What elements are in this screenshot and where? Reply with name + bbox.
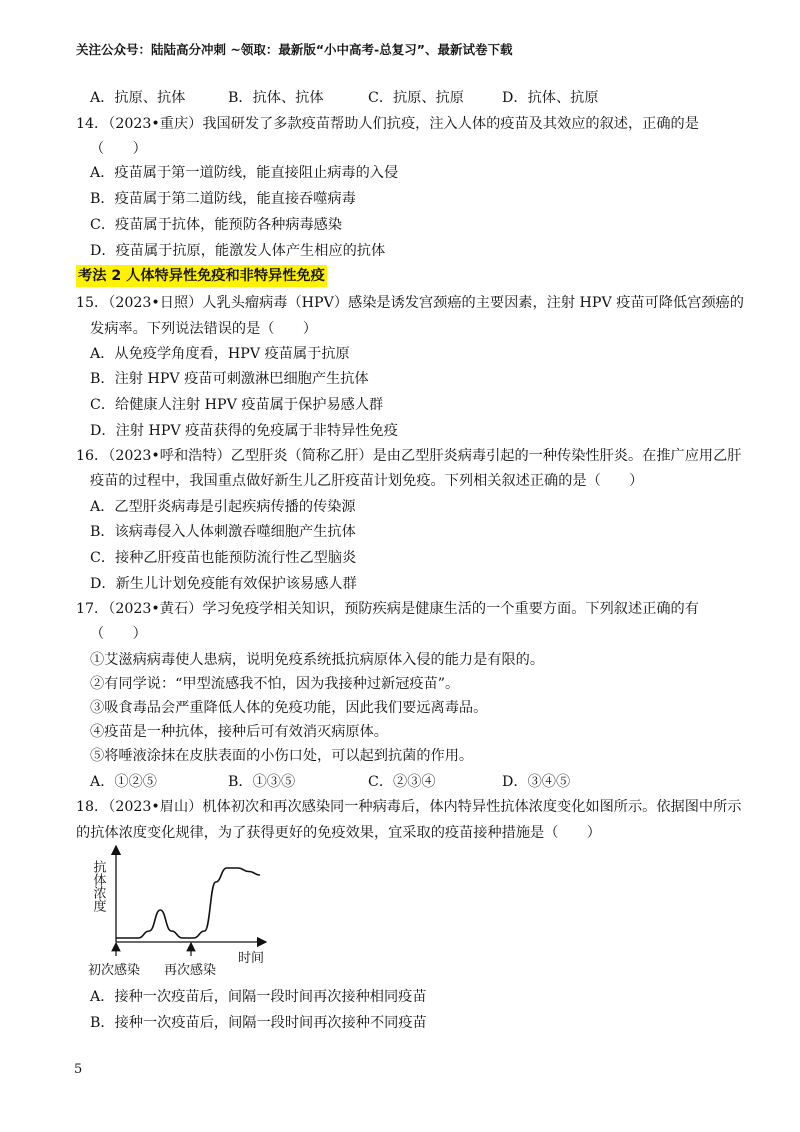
antibody-chart [80,840,280,980]
q14-option-a: A．疫苗属于第一道防线，能直接阻止病毒的入侵 [90,165,399,181]
q16-option-c: C．接种乙肝疫苗也能预防流行性乙型脑炎 [90,550,357,566]
q16-stem-cont: 疫苗的过程中，我国重点做好新生儿乙肝疫苗计划免疫。下列相关叙述正确的是（ ） [90,473,644,489]
q13-option-a: A．抗原、抗体 [90,90,186,106]
q17-statement-1: ①艾滋病病毒使人患病，说明免疫系统抵抗病原体入侵的能力是有限的。 [90,652,545,668]
q18-stem-cont: 的抗体浓度变化规律，为了获得更好的免疫效果，宜采取的疫苗接种措施是（ ） [76,825,601,841]
q13-option-d: D．抗体、抗原 [502,90,599,106]
q16-option-d: D．新生儿计划免疫能有效保护该易感人群 [90,576,357,592]
q17-statement-4: ④疫苗是一种抗体，接种后可有效消灭病原体。 [90,724,388,740]
antibody-curve [116,868,260,938]
first-infection-label: 初次感染 [88,963,141,978]
q15-option-a: A．从免疫学角度看，HPV 疫苗属于抗原 [90,346,350,362]
q17-statement-5: ⑤将唾液涂抹在皮肤表面的小伤口处，可以起到抗菌的作用。 [90,748,474,764]
q15-stem: 15．（2023•日照）人乳头瘤病毒（HPV）感染是诱发宫颈癌的主要因素，注射 HPV 疫苗可降低宫颈癌的 [76,295,744,311]
q17-statement-3: ③吸食毒品会严重降低人体的免疫功能，因此我们要远离毒品。 [90,700,488,716]
q17-stem: 17．（2023•黄石）学习免疫学相关知识，预防疾病是健康生活的一个重要方面。下列叙述正确的有 [76,601,699,617]
y-axis-label: 抗体浓度 [90,860,106,912]
page-header: 关注公众号：陆陆高分冲刺 ~领取：最新版“小中高考-总复习”、最新试卷下载 [76,42,513,57]
q16-option-a: A．乙型肝炎病毒是引起疾病传播的传染源 [90,499,356,515]
q15-option-d: D．注射 HPV 疫苗获得的免疫属于非特异性免疫 [90,423,398,439]
q14-option-d: D．疫苗属于抗原，能激发人体产生相应的抗体 [90,243,386,259]
q17-option-c: C．②③④ [368,774,436,790]
x-axis-label: 时间 [238,951,265,966]
q16-option-b: B．该病毒侵入人体刺激吞噬细胞产生抗体 [90,524,356,540]
q14-option-b: B．疫苗属于第二道防线，能直接吞噬病毒 [90,191,356,207]
q18-option-a: A．接种一次疫苗后，间隔一段时间再次接种相同疫苗 [90,989,427,1005]
second-infection-label: 再次感染 [164,963,217,978]
q17-option-d: D．③④⑤ [502,774,571,790]
q14-option-c: C．疫苗属于抗体，能预防各种病毒感染 [90,217,343,233]
q13-option-c: C．抗原、抗原 [368,90,464,106]
q18-stem: 18．（2023•眉山）机体初次和再次感染同一种病毒后，体内特异性抗体浓度变化如图所示。依据图中所示 [76,799,742,815]
q17-option-b: B．①③⑤ [228,774,296,790]
q14-stem-paren: （ ） [90,141,147,157]
section-heading: 考法 2 人体特异性免疫和非特异性免疫 [76,265,327,287]
q17-option-a: A．①②⑤ [90,774,157,790]
q17-stem-paren: （ ） [90,626,147,642]
q17-statement-2: ②有同学说：“甲型流感我不怕，因为我接种过新冠疫苗”。 [90,676,460,692]
q15-option-c: C．给健康人注射 HPV 疫苗属于保护易感人群 [90,397,384,413]
q15-option-b: B．注射 HPV 疫苗可刺激淋巴细胞产生抗体 [90,371,369,387]
q13-option-b: B．抗体、抗体 [228,90,324,106]
q15-stem-cont: 发病率。下列说法错误的是（ ） [90,321,318,337]
page-number: 5 [74,1062,83,1077]
q18-option-b: B．接种一次疫苗后，间隔一段时间再次接种不同疫苗 [90,1015,427,1031]
q14-stem: 14．（2023•重庆）我国研发了多款疫苗帮助人们抗疫，注入人体的疫苗及其效应的叙述，正确的是 [76,116,699,132]
q16-stem: 16．（2023•呼和浩特）乙型肝炎（简称乙肝）是由乙型肝炎病毒引起的一种传染性肝炎。在推广应用乙肝 [76,448,742,464]
